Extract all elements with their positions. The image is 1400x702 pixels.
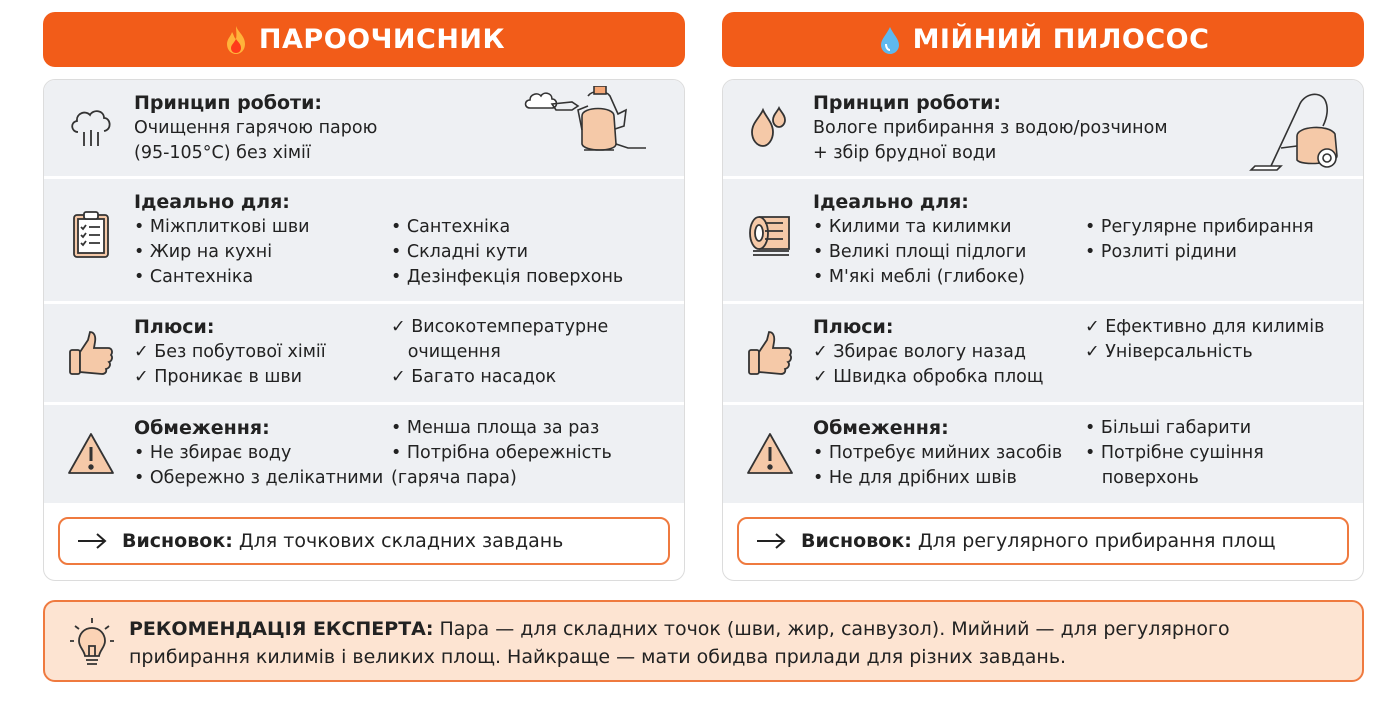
- pros-section: [44, 304, 684, 402]
- list-item: • Потребує мийних засобів: [813, 443, 1063, 463]
- list-item: ✓ Універсальність: [1085, 342, 1253, 362]
- conclusion-label: Висновок:: [122, 530, 233, 552]
- arrow-right-icon: [755, 531, 787, 551]
- warning-icon: [66, 429, 116, 479]
- expert-text-line: прибирання килимів і великих площ. Найкраще — мати обидва прилади для різних завдань.: [129, 646, 1067, 668]
- pros-title: Плюси:: [813, 316, 894, 338]
- list-item: • Регулярне прибирання: [1085, 217, 1314, 237]
- list-item: • Потрібне сушіння: [1085, 443, 1264, 463]
- vacuum-cleaner-icon: [1241, 86, 1341, 172]
- list-item: • Сантехніка: [391, 217, 511, 237]
- wet-vacuum-title: МІЙНИЙ ПИЛОСОС: [912, 24, 1210, 55]
- list-item: поверхонь: [1085, 468, 1199, 488]
- conclusion-text: Для регулярного прибирання площ: [917, 530, 1276, 552]
- expert-text-line: Пара — для складних точок (шви, жир, санвузол). Мийний — для регулярного: [439, 618, 1230, 640]
- list-item: • Килими та килимки: [813, 217, 1012, 237]
- list-item: • Не збирає воду: [134, 443, 292, 463]
- list-item: ✓ Без побутової хімії: [134, 342, 326, 362]
- steam-cleaner-card: [43, 79, 685, 581]
- steam-cloud-icon: [66, 102, 116, 152]
- fire-icon: [223, 25, 249, 55]
- conclusion-box: [58, 517, 670, 565]
- steam-cleaner-banner: [43, 12, 685, 67]
- steam-cleaner-title: ПАРООЧИСНИК: [258, 24, 506, 55]
- wet-vacuum-card: [722, 79, 1364, 581]
- cons-section: [44, 405, 684, 503]
- list-item: • Більші габарити: [1085, 418, 1252, 438]
- clipboard-icon: [66, 209, 116, 259]
- thumbs-up-icon: [745, 328, 795, 378]
- list-item: • М'які меблі (глибоке): [813, 267, 1025, 287]
- list-item: • Міжплиткові шви: [134, 217, 310, 237]
- list-item: • Дезінфекція поверхонь: [391, 267, 624, 287]
- list-item: • Не для дрібних швів: [813, 468, 1017, 488]
- list-item: ✓ Швидка обробка площ: [813, 367, 1044, 387]
- list-item: • Потрібна обережність: [391, 443, 612, 463]
- conclusion-label: Висновок:: [801, 530, 912, 552]
- cons-title: Обмеження:: [813, 417, 949, 439]
- list-item: ✓ Високотемпературне: [391, 317, 609, 337]
- principle-line: Вологе прибирання з водою/розчином: [813, 118, 1168, 138]
- arrow-right-icon: [76, 531, 108, 551]
- list-item: ✓ Збирає вологу назад: [813, 342, 1026, 362]
- ideal-section: [44, 179, 684, 301]
- conclusion-text: Для точкових складних завдань: [238, 530, 564, 552]
- list-item: ✓ Проникає в шви: [134, 367, 303, 387]
- list-item: • Розлиті рідини: [1085, 242, 1237, 262]
- conclusion-box: [737, 517, 1349, 565]
- list-item: ✓ Ефективно для килимів: [1085, 317, 1325, 337]
- water-drop-icon: [877, 25, 903, 55]
- list-item: (гаряча пара): [391, 468, 517, 488]
- list-item: • Менша площа за раз: [391, 418, 600, 438]
- list-item: ✓ Багато насадок: [391, 367, 557, 387]
- warning-icon: [745, 429, 795, 479]
- pros-title: Плюси:: [134, 316, 215, 338]
- cons-section: [723, 405, 1363, 503]
- principle-line: Очищення гарячою парою: [134, 118, 378, 138]
- expert-recommendation: [43, 600, 1364, 682]
- steam-cleaner-icon: [522, 86, 662, 172]
- list-item: очищення: [391, 342, 501, 362]
- ideal-section: [723, 179, 1363, 301]
- principle-section: [723, 80, 1363, 176]
- principle-line: + збір брудної води: [813, 143, 997, 163]
- list-item: • Обережно з делікатними: [134, 468, 384, 488]
- thumbs-up-icon: [66, 328, 116, 378]
- ideal-title: Ідеально для:: [134, 191, 290, 213]
- ideal-title: Ідеально для:: [813, 191, 969, 213]
- wet-vacuum-banner: [722, 12, 1364, 67]
- principle-title: Принцип роботи:: [813, 92, 1001, 114]
- principle-line: (95-105°C) без хімії: [134, 143, 311, 163]
- lightbulb-icon: [69, 616, 115, 668]
- list-item: • Великі площі підлоги: [813, 242, 1027, 262]
- steam-cleaner-column: [43, 12, 685, 581]
- list-item: • Складні кути: [391, 242, 529, 262]
- list-item: • Сантехніка: [134, 267, 254, 287]
- cons-title: Обмеження:: [134, 417, 270, 439]
- expert-label: РЕКОМЕНДАЦІЯ ЕКСПЕРТА:: [129, 618, 434, 640]
- droplets-icon: [745, 102, 795, 152]
- list-item: • Жир на кухні: [134, 242, 273, 262]
- principle-section: [44, 80, 684, 176]
- wet-vacuum-column: [722, 12, 1364, 581]
- pros-section: [723, 304, 1363, 402]
- principle-title: Принцип роботи:: [134, 92, 322, 114]
- carpet-roll-icon: [745, 209, 795, 259]
